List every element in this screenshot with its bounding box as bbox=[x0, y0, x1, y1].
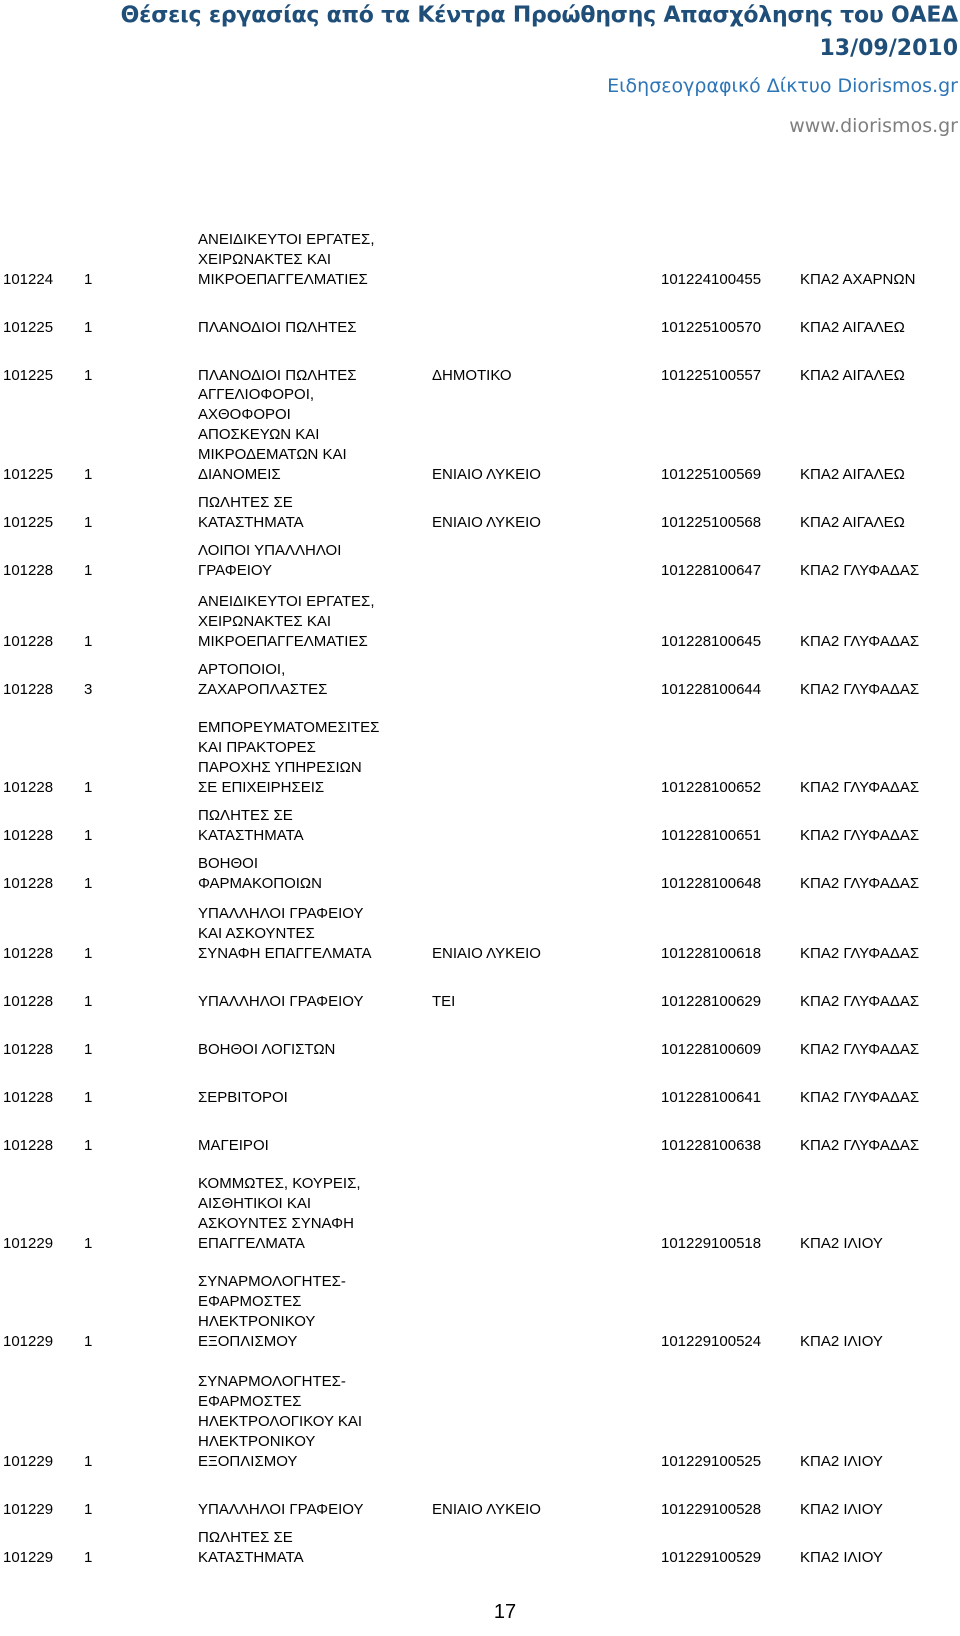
position-code: 101229 bbox=[3, 1453, 54, 1470]
employment-office: ΚΠΑ2 ΙΛΙΟΥ bbox=[800, 1333, 883, 1350]
position-quantity: 1 bbox=[84, 319, 93, 336]
position-code: 101224 bbox=[3, 271, 54, 288]
ad-number: 101229100524 bbox=[661, 1333, 762, 1350]
employment-office: ΚΠΑ2 ΓΛΥΦΑΔΑΣ bbox=[800, 993, 920, 1010]
education-level: ΕΝΙΑΙΟ ΛΥΚΕΙΟ bbox=[432, 945, 541, 962]
position-quantity: 1 bbox=[84, 1089, 93, 1106]
specialty-line: ΚΑΤΑΣΤΗΜΑΤΑ bbox=[198, 827, 304, 844]
table-row bbox=[0, 718, 960, 798]
specialty bbox=[198, 493, 304, 533]
specialty bbox=[198, 806, 304, 846]
specialty-line: ΠΩΛΗΤΕΣ ΣΕ bbox=[198, 494, 293, 511]
ad-number: 101228100648 bbox=[661, 875, 762, 892]
education-level: ΔΗΜΟΤΙΚΟ bbox=[432, 367, 512, 384]
specialty-line: ΠΩΛΗΤΕΣ ΣΕ bbox=[198, 1529, 293, 1546]
table-row bbox=[0, 1174, 960, 1254]
position-code: 101228 bbox=[3, 1041, 54, 1058]
document-date: 13/09/2010 bbox=[819, 36, 958, 61]
specialty-line: ΣΥΝΑΡΜΟΛΟΓΗΤΕΣ- bbox=[198, 1273, 346, 1290]
specialty bbox=[198, 318, 357, 338]
specialty-line: ΚΑΙ ΑΣΚΟΥΝΤΕΣ bbox=[198, 925, 315, 942]
employment-office: ΚΠΑ2 ΑΙΓΑΛΕΩ bbox=[800, 466, 905, 483]
position-code: 101225 bbox=[3, 367, 54, 384]
specialty-line: ΕΦΑΡΜΟΣΤΕΣ bbox=[198, 1293, 302, 1310]
position-quantity: 3 bbox=[84, 681, 93, 698]
employment-office: ΚΠΑ2 ΓΛΥΦΑΔΑΣ bbox=[800, 681, 920, 698]
position-quantity: 1 bbox=[84, 1453, 93, 1470]
ad-number: 101228100638 bbox=[661, 1137, 762, 1154]
ad-number: 101228100629 bbox=[661, 993, 762, 1010]
position-quantity: 1 bbox=[84, 1041, 93, 1058]
employment-office: ΚΠΑ2 ΓΛΥΦΑΔΑΣ bbox=[800, 1041, 920, 1058]
ad-number: 101229100525 bbox=[661, 1453, 762, 1470]
ad-number: 101225100557 bbox=[661, 367, 762, 384]
specialty bbox=[198, 1372, 362, 1472]
specialty-line: ΥΠΑΛΛΗΛΟΙ ΓΡΑΦΕΙΟΥ bbox=[198, 905, 364, 922]
specialty bbox=[198, 718, 379, 798]
position-quantity: 1 bbox=[84, 1235, 93, 1252]
position-code: 101228 bbox=[3, 562, 54, 579]
specialty-line: ΠΩΛΗΤΕΣ ΣΕ bbox=[198, 807, 293, 824]
specialty bbox=[198, 1040, 335, 1060]
news-network-label: Ειδησεογραφικό Δίκτυο Diorismos.gr bbox=[607, 75, 958, 97]
specialty-line: ΣΕΡΒΙΤΟΡΟΙ bbox=[198, 1089, 288, 1106]
employment-office: ΚΠΑ2 ΑΙΓΑΛΕΩ bbox=[800, 367, 905, 384]
employment-office: ΚΠΑ2 ΓΛΥΦΑΔΑΣ bbox=[800, 562, 920, 579]
table-row bbox=[0, 1272, 960, 1352]
specialty bbox=[198, 1528, 304, 1568]
specialty-line: ΗΛΕΚΤΡΟΝΙΚΟΥ bbox=[198, 1433, 316, 1450]
specialty-line: ΚΑΙ ΠΡΑΚΤΟΡΕΣ bbox=[198, 739, 316, 756]
position-quantity: 1 bbox=[84, 945, 93, 962]
specialty-line: ΧΕΙΡΩΝΑΚΤΕΣ ΚΑΙ bbox=[198, 251, 332, 268]
position-quantity: 1 bbox=[84, 1333, 93, 1350]
table-row bbox=[0, 660, 960, 700]
specialty-line: ΜΙΚΡΟΔΕΜΑΤΩΝ ΚΑΙ bbox=[198, 446, 347, 463]
specialty-line: ΗΛΕΚΤΡΟΝΙΚΟΥ bbox=[198, 1313, 316, 1330]
specialty-line: ΠΑΡΟΧΗΣ ΥΠΗΡΕΣΙΩΝ bbox=[198, 759, 362, 776]
position-quantity: 1 bbox=[84, 367, 93, 384]
table-row bbox=[0, 1528, 960, 1568]
specialty-line: ΗΛΕΚΤΡΟΛΟΓΙΚΟΥ ΚΑΙ bbox=[198, 1413, 363, 1430]
ad-number: 101228100609 bbox=[661, 1041, 762, 1058]
position-code: 101228 bbox=[3, 875, 54, 892]
table-row bbox=[0, 992, 960, 1012]
table-row bbox=[0, 806, 960, 846]
position-quantity: 1 bbox=[84, 1137, 93, 1154]
position-code: 101228 bbox=[3, 827, 54, 844]
position-code: 101229 bbox=[3, 1235, 54, 1252]
education-level: ΕΝΙΑΙΟ ΛΥΚΕΙΟ bbox=[432, 1501, 541, 1518]
table-row bbox=[0, 904, 960, 964]
employment-office: ΚΠΑ2 ΓΛΥΦΑΔΑΣ bbox=[800, 1137, 920, 1154]
position-quantity: 1 bbox=[84, 827, 93, 844]
ad-number: 101225100568 bbox=[661, 514, 762, 531]
education-level: ΕΝΙΑΙΟ ΛΥΚΕΙΟ bbox=[432, 466, 541, 483]
table-row bbox=[0, 385, 960, 485]
position-quantity: 1 bbox=[84, 562, 93, 579]
specialty-line: ΑΓΓΕΛΙΟΦΟΡΟΙ, bbox=[198, 386, 315, 403]
specialty bbox=[198, 366, 357, 386]
table-row bbox=[0, 592, 960, 652]
position-quantity: 1 bbox=[84, 271, 93, 288]
specialty-line: ΑΡΤΟΠΟΙΟΙ, bbox=[198, 661, 286, 678]
employment-office: ΚΠΑ2 ΙΛΙΟΥ bbox=[800, 1235, 883, 1252]
ad-number: 101228100644 bbox=[661, 681, 762, 698]
employment-office: ΚΠΑ2 ΙΛΙΟΥ bbox=[800, 1549, 883, 1566]
specialty bbox=[198, 541, 341, 581]
employment-office: ΚΠΑ2 ΑΧΑΡΝΩΝ bbox=[800, 271, 916, 288]
specialty bbox=[198, 1500, 363, 1520]
specialty-line: ΖΑΧΑΡΟΠΛΑΣΤΕΣ bbox=[198, 681, 328, 698]
specialty bbox=[198, 854, 322, 894]
table-row bbox=[0, 493, 960, 533]
specialty-line: ΥΠΑΛΛΗΛΟΙ ΓΡΑΦΕΙΟΥ bbox=[198, 1501, 364, 1518]
education-level: ΕΝΙΑΙΟ ΛΥΚΕΙΟ bbox=[432, 514, 541, 531]
ad-number: 101228100652 bbox=[661, 779, 762, 796]
specialty-line: ΧΕΙΡΩΝΑΚΤΕΣ ΚΑΙ bbox=[198, 613, 332, 630]
specialty-line: ΑΝΕΙΔΙΚΕΥΤΟΙ ΕΡΓΑΤΕΣ, bbox=[198, 593, 375, 610]
position-quantity: 1 bbox=[84, 633, 93, 650]
specialty-line: ΒΟΗΘΟΙ bbox=[198, 855, 259, 872]
specialty bbox=[198, 1088, 288, 1108]
table-row bbox=[0, 1500, 960, 1520]
table-row bbox=[0, 854, 960, 894]
position-code: 101225 bbox=[3, 514, 54, 531]
position-quantity: 1 bbox=[84, 1549, 93, 1566]
specialty bbox=[198, 992, 363, 1012]
table-row bbox=[0, 541, 960, 581]
employment-office: ΚΠΑ2 ΓΛΥΦΑΔΑΣ bbox=[800, 633, 920, 650]
position-quantity: 1 bbox=[84, 779, 93, 796]
table-row bbox=[0, 1088, 960, 1108]
ad-number: 101229100528 bbox=[661, 1501, 762, 1518]
position-code: 101228 bbox=[3, 779, 54, 796]
education-level: ΤΕΙ bbox=[432, 993, 456, 1010]
specialty-line: ΚΑΤΑΣΤΗΜΑΤΑ bbox=[198, 1549, 304, 1566]
specialty-line: ΥΠΑΛΛΗΛΟΙ ΓΡΑΦΕΙΟΥ bbox=[198, 993, 364, 1010]
specialty-line: ΜΙΚΡΟΕΠΑΓΓΕΛΜΑΤΙΕΣ bbox=[198, 271, 368, 288]
employment-office: ΚΠΑ2 ΓΛΥΦΑΔΑΣ bbox=[800, 945, 920, 962]
position-code: 101229 bbox=[3, 1549, 54, 1566]
specialty bbox=[198, 660, 327, 700]
ad-number: 101228100618 bbox=[661, 945, 762, 962]
specialty-line: ΣΥΝΑΦΗ ΕΠΑΓΓΕΛΜΑΤΑ bbox=[198, 945, 372, 962]
position-code: 101228 bbox=[3, 681, 54, 698]
specialty-line: ΕΦΑΡΜΟΣΤΕΣ bbox=[198, 1393, 302, 1410]
specialty-line: ΠΛΑΝΟΔΙΟΙ ΠΩΛΗΤΕΣ bbox=[198, 319, 357, 336]
specialty-line: ΕΠΑΓΓΕΛΜΑΤΑ bbox=[198, 1235, 305, 1252]
ad-number: 101228100645 bbox=[661, 633, 762, 650]
specialty-line: ΕΞΟΠΛΙΣΜΟΥ bbox=[198, 1333, 298, 1350]
specialty bbox=[198, 1136, 269, 1156]
employment-office: ΚΠΑ2 ΓΛΥΦΑΔΑΣ bbox=[800, 827, 920, 844]
specialty-line: ΛΟΙΠΟΙ ΥΠΑΛΛΗΛΟΙ bbox=[198, 542, 342, 559]
specialty bbox=[198, 385, 347, 485]
employment-office: ΚΠΑ2 ΓΛΥΦΑΔΑΣ bbox=[800, 875, 920, 892]
ad-number: 101228100651 bbox=[661, 827, 762, 844]
employment-office: ΚΠΑ2 ΙΛΙΟΥ bbox=[800, 1501, 883, 1518]
position-code: 101229 bbox=[3, 1333, 54, 1350]
position-quantity: 1 bbox=[84, 1501, 93, 1518]
specialty-line: ΑΧΘΟΦΟΡΟΙ bbox=[198, 406, 291, 423]
table-row bbox=[0, 230, 960, 290]
position-code: 101229 bbox=[3, 1501, 54, 1518]
specialty-line: ΓΡΑΦΕΙΟΥ bbox=[198, 562, 273, 579]
page-number: 17 bbox=[493, 1601, 517, 1623]
employment-office: ΚΠΑ2 ΙΛΙΟΥ bbox=[800, 1453, 883, 1470]
ad-number: 101228100641 bbox=[661, 1089, 762, 1106]
position-code: 101225 bbox=[3, 466, 54, 483]
specialty-line: ΚΟΜΜΩΤΕΣ, ΚΟΥΡΕΙΣ, bbox=[198, 1175, 361, 1192]
specialty-line: ΑΝΕΙΔΙΚΕΥΤΟΙ ΕΡΓΑΤΕΣ, bbox=[198, 231, 375, 248]
table-row bbox=[0, 318, 960, 338]
specialty bbox=[198, 592, 375, 652]
table-row bbox=[0, 366, 960, 386]
specialty bbox=[198, 1174, 361, 1254]
employment-office: ΚΠΑ2 ΑΙΓΑΛΕΩ bbox=[800, 319, 905, 336]
specialty-line: ΕΜΠΟΡΕΥΜΑΤΟΜΕΣΙΤΕΣ bbox=[198, 719, 380, 736]
position-quantity: 1 bbox=[84, 514, 93, 531]
position-code: 101228 bbox=[3, 633, 54, 650]
specialty-line: ΜΑΓΕΙΡΟΙ bbox=[198, 1137, 269, 1154]
specialty-line: ΔΙΑΝΟΜΕΙΣ bbox=[198, 466, 281, 483]
position-quantity: 1 bbox=[84, 875, 93, 892]
position-code: 101228 bbox=[3, 993, 54, 1010]
table-row bbox=[0, 1040, 960, 1060]
ad-number: 101224100455 bbox=[661, 271, 762, 288]
specialty-line: ΒΟΗΘΟΙ ΛΟΓΙΣΤΩΝ bbox=[198, 1041, 336, 1058]
position-quantity: 1 bbox=[84, 993, 93, 1010]
position-code: 101228 bbox=[3, 1089, 54, 1106]
specialty bbox=[198, 1272, 346, 1352]
employment-office: ΚΠΑ2 ΓΛΥΦΑΔΑΣ bbox=[800, 779, 920, 796]
position-code: 101225 bbox=[3, 319, 54, 336]
position-code: 101228 bbox=[3, 1137, 54, 1154]
specialty-line: ΚΑΤΑΣΤΗΜΑΤΑ bbox=[198, 514, 304, 531]
specialty-line: ΠΛΑΝΟΔΙΟΙ ΠΩΛΗΤΕΣ bbox=[198, 367, 357, 384]
position-quantity: 1 bbox=[84, 466, 93, 483]
specialty-line: ΣΕ ΕΠΙΧΕΙΡΗΣΕΙΣ bbox=[198, 779, 325, 796]
specialty-line: ΕΞΟΠΛΙΣΜΟΥ bbox=[198, 1453, 298, 1470]
website-label: www.diorismos.gr bbox=[789, 115, 958, 137]
ad-number: 101225100570 bbox=[661, 319, 762, 336]
ad-number: 101228100647 bbox=[661, 562, 762, 579]
employment-office: ΚΠΑ2 ΓΛΥΦΑΔΑΣ bbox=[800, 1089, 920, 1106]
employment-office: ΚΠΑ2 ΑΙΓΑΛΕΩ bbox=[800, 514, 905, 531]
document-title: Θέσεις εργασίας από τα Κέντρα Προώθησης Απασχόλησης του ΟΑΕΔ bbox=[120, 3, 958, 28]
specialty-line: ΑΣΚΟΥΝΤΕΣ ΣΥΝΑΦΗ bbox=[198, 1215, 354, 1232]
ad-number: 101229100529 bbox=[661, 1549, 762, 1566]
specialty bbox=[198, 230, 375, 290]
table-row bbox=[0, 1136, 960, 1156]
specialty-line: ΑΙΣΘΗΤΙΚΟΙ ΚΑΙ bbox=[198, 1195, 311, 1212]
specialty-line: ΜΙΚΡΟΕΠΑΓΓΕΛΜΑΤΙΕΣ bbox=[198, 633, 368, 650]
position-code: 101228 bbox=[3, 945, 54, 962]
specialty bbox=[198, 904, 371, 964]
specialty-line: ΣΥΝΑΡΜΟΛΟΓΗΤΕΣ- bbox=[198, 1373, 346, 1390]
specialty-line: ΦΑΡΜΑΚΟΠΟΙΩΝ bbox=[198, 875, 322, 892]
ad-number: 101225100569 bbox=[661, 466, 762, 483]
ad-number: 101229100518 bbox=[661, 1235, 762, 1252]
table-row bbox=[0, 1372, 960, 1472]
specialty-line: ΑΠΟΣΚΕΥΩΝ ΚΑΙ bbox=[198, 426, 320, 443]
